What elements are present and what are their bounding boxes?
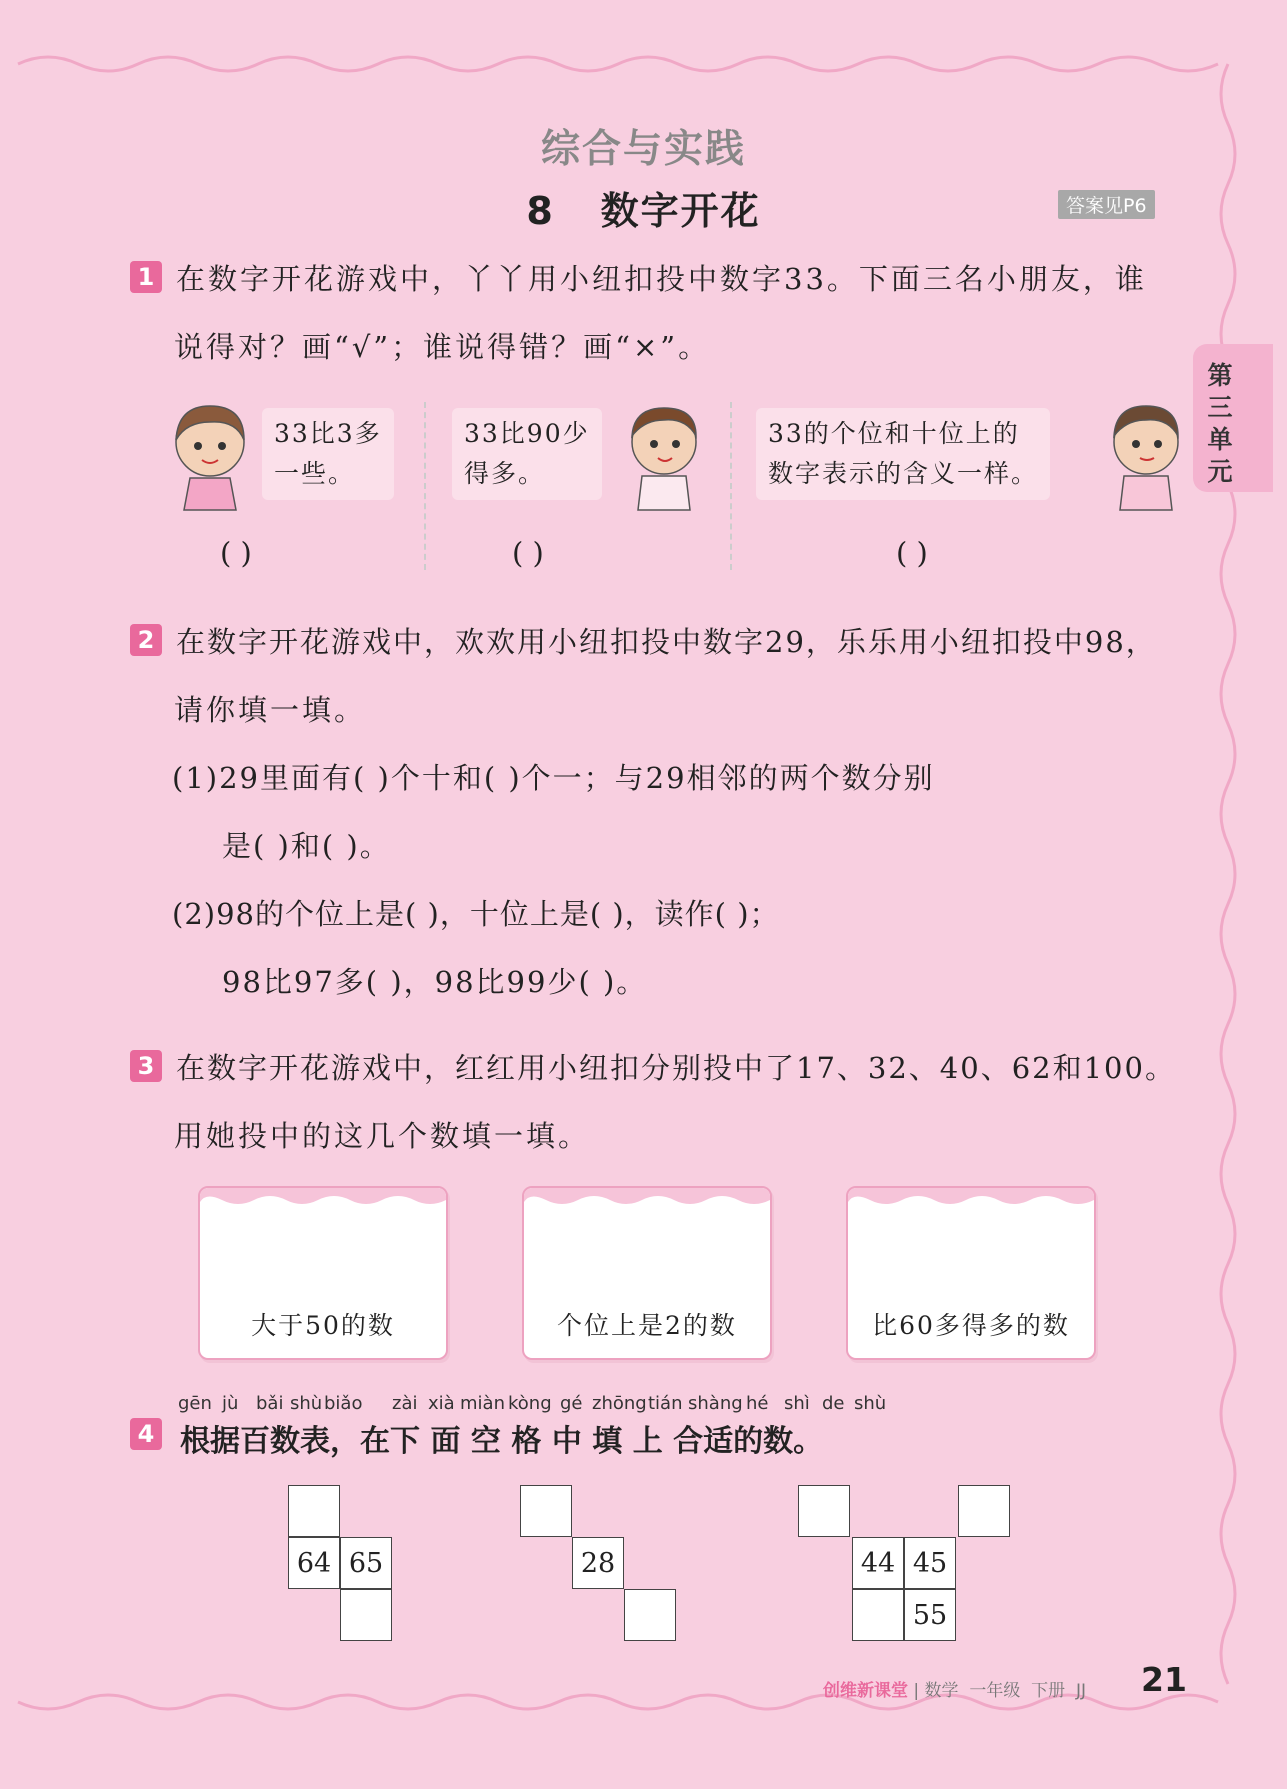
grid2-blank-cell[interactable] bbox=[624, 1589, 676, 1641]
answer-blank-1[interactable]: ( ) bbox=[220, 536, 252, 570]
speech-bubble-3 bbox=[756, 408, 1050, 500]
q2-part2-line1: (2)98的个位上是( )，十位上是( )，读作( )； bbox=[172, 897, 780, 931]
q2-part1-line2: 是( )和( )。 bbox=[222, 829, 391, 863]
pinyin-8: kòng bbox=[508, 1393, 552, 1414]
q2-part1-line1: (1)29里面有( )个十和( )个一；与29相邻的两个数分别 bbox=[172, 761, 935, 795]
pinyin-13: hé bbox=[746, 1393, 769, 1414]
answer-blank-2[interactable]: ( ) bbox=[512, 536, 544, 570]
q4-char: 填 bbox=[592, 1424, 623, 1459]
q4-char: 中 bbox=[551, 1424, 582, 1459]
pinyin-14: shì bbox=[784, 1393, 810, 1414]
bubble-1-line1: 33比3多 bbox=[274, 419, 382, 448]
answer-box-ones-digit-2[interactable] bbox=[522, 1186, 772, 1360]
pinyin-12: shàng bbox=[688, 1393, 743, 1414]
pinyin-15: de bbox=[822, 1393, 845, 1414]
q4-char: 表 bbox=[300, 1424, 330, 1459]
q2-text-line1: 在数字开花游戏中，欢欢用小纽扣投中数字29，乐乐用小纽扣投中98， bbox=[176, 625, 1157, 659]
q4-char: 数 bbox=[270, 1424, 300, 1459]
grid3-cell-44: 44 bbox=[852, 1537, 904, 1589]
box-wave-decoration bbox=[200, 1188, 446, 1210]
footer-volume: 下册 bbox=[1031, 1681, 1066, 1701]
q2-part2-line2: 98比97多( )，98比99少( )。 bbox=[222, 965, 648, 999]
pinyin-10: zhōng bbox=[592, 1393, 647, 1414]
q4-char: 空 bbox=[470, 1424, 501, 1459]
pinyin-2: bǎi bbox=[256, 1393, 284, 1414]
q4-char: 的 bbox=[733, 1424, 764, 1459]
lesson-number: 8 bbox=[526, 189, 555, 233]
grid3-blank-cell[interactable] bbox=[798, 1485, 850, 1537]
q4-char: 。 bbox=[793, 1424, 824, 1459]
q4-char: ， bbox=[330, 1424, 360, 1459]
speech-bubble-2 bbox=[452, 408, 602, 500]
pinyin-3: shù bbox=[290, 1393, 323, 1414]
answer-box-greater-than-50[interactable] bbox=[198, 1186, 448, 1360]
q1-text-line2: 说得对？画“√”；谁说得错？画“×”。 bbox=[174, 330, 711, 364]
q4-char: 适 bbox=[703, 1424, 734, 1459]
grid2-cell-28: 28 bbox=[572, 1537, 624, 1589]
bubble-1-line2: 一些。 bbox=[274, 459, 356, 488]
grid1-cell-65: 65 bbox=[340, 1537, 392, 1589]
q4-char: 根 bbox=[180, 1424, 210, 1459]
pinyin-0: gēn bbox=[178, 1393, 212, 1414]
grid3-blank-cell[interactable] bbox=[958, 1485, 1010, 1537]
grid3-cell-55: 55 bbox=[904, 1589, 956, 1641]
q1-text-line1: 在数字开花游戏中，丫丫用小纽扣投中数字33。下面三名小朋友，谁 bbox=[176, 262, 1147, 296]
q4-text-line bbox=[180, 1416, 823, 1460]
pinyin-5: zài bbox=[392, 1393, 418, 1414]
pinyin-16: shù bbox=[854, 1393, 887, 1414]
q4-char: 百 bbox=[240, 1424, 270, 1459]
grid1-cell-64: 64 bbox=[288, 1537, 340, 1589]
footer-brand: 创维新课堂 bbox=[823, 1681, 908, 1701]
footer-edition: JJ bbox=[1075, 1681, 1087, 1701]
grid3-blank-cell[interactable] bbox=[852, 1589, 904, 1641]
answer-blank-3[interactable]: ( ) bbox=[896, 536, 928, 570]
section-title: 综合与实践 bbox=[540, 127, 746, 172]
pinyin-1: jù bbox=[222, 1393, 239, 1414]
box-wave-decoration bbox=[524, 1188, 770, 1210]
bubble-3-line2: 数字表示的含义一样。 bbox=[768, 459, 1039, 488]
box-wave-decoration bbox=[848, 1188, 1094, 1210]
q4-char: 在 bbox=[360, 1424, 390, 1459]
q3-text-line1: 在数字开花游戏中，红红用小纽扣分别投中了17、32、40、62和100。 bbox=[176, 1051, 1176, 1085]
box-label-2: 个位上是2的数 bbox=[557, 1311, 737, 1340]
lesson-name: 数字开花 bbox=[600, 189, 761, 233]
page-number: 21 bbox=[1141, 1660, 1187, 1699]
footer-subject: 数学 bbox=[924, 1681, 959, 1701]
pinyin-4: biǎo bbox=[324, 1393, 363, 1414]
child-character-icon bbox=[1102, 400, 1190, 512]
grid2-blank-cell[interactable] bbox=[520, 1485, 572, 1537]
speech-bubble-1 bbox=[262, 408, 394, 500]
q4-char: 上 bbox=[632, 1424, 663, 1459]
unit-tab-label: 第三单元 bbox=[1207, 361, 1233, 486]
divider-1 bbox=[424, 402, 426, 570]
boy-character-icon bbox=[620, 400, 708, 512]
bubble-2-line1: 33比90少 bbox=[464, 419, 590, 448]
pinyin-9: gé bbox=[560, 1393, 583, 1414]
grid3-cell-45: 45 bbox=[904, 1537, 956, 1589]
q3-text-line2: 用她投中的这几个数填一填。 bbox=[174, 1119, 591, 1153]
question-number-3: 3 bbox=[130, 1050, 162, 1082]
q2-text-line2: 请你填一填。 bbox=[174, 693, 367, 727]
answer-box-much-more-than-60[interactable] bbox=[846, 1186, 1096, 1360]
question-number-1: 1 bbox=[130, 261, 162, 293]
bubble-3-line1: 33的个位和十位上的 bbox=[768, 419, 1020, 448]
footer-info bbox=[823, 1676, 1086, 1701]
answer-reference-badge: 答案见P6 bbox=[1058, 190, 1155, 219]
q4-char: 合 bbox=[673, 1424, 704, 1459]
q4-char: 数 bbox=[763, 1424, 794, 1459]
question-number-2: 2 bbox=[130, 624, 162, 656]
pinyin-7: miàn bbox=[460, 1393, 505, 1414]
pinyin-6: xià bbox=[428, 1393, 455, 1414]
divider-2 bbox=[730, 402, 732, 570]
q4-char: 格 bbox=[511, 1424, 542, 1459]
footer-separator: | bbox=[913, 1681, 920, 1701]
bubble-2-line2: 得多。 bbox=[464, 459, 546, 488]
question-number-4: 4 bbox=[130, 1418, 162, 1450]
pinyin-11: tián bbox=[648, 1393, 683, 1414]
box-label-1: 大于50的数 bbox=[251, 1311, 395, 1340]
q4-char: 下 bbox=[390, 1424, 420, 1459]
q4-char: 面 bbox=[430, 1424, 461, 1459]
girl-character-icon bbox=[166, 400, 254, 512]
box-label-3: 比60多得多的数 bbox=[872, 1311, 1070, 1340]
grid1-blank-cell[interactable] bbox=[340, 1589, 392, 1641]
footer-grade: 一年级 bbox=[969, 1681, 1021, 1701]
grid1-blank-cell[interactable] bbox=[288, 1485, 340, 1537]
q4-char: 据 bbox=[210, 1424, 240, 1459]
